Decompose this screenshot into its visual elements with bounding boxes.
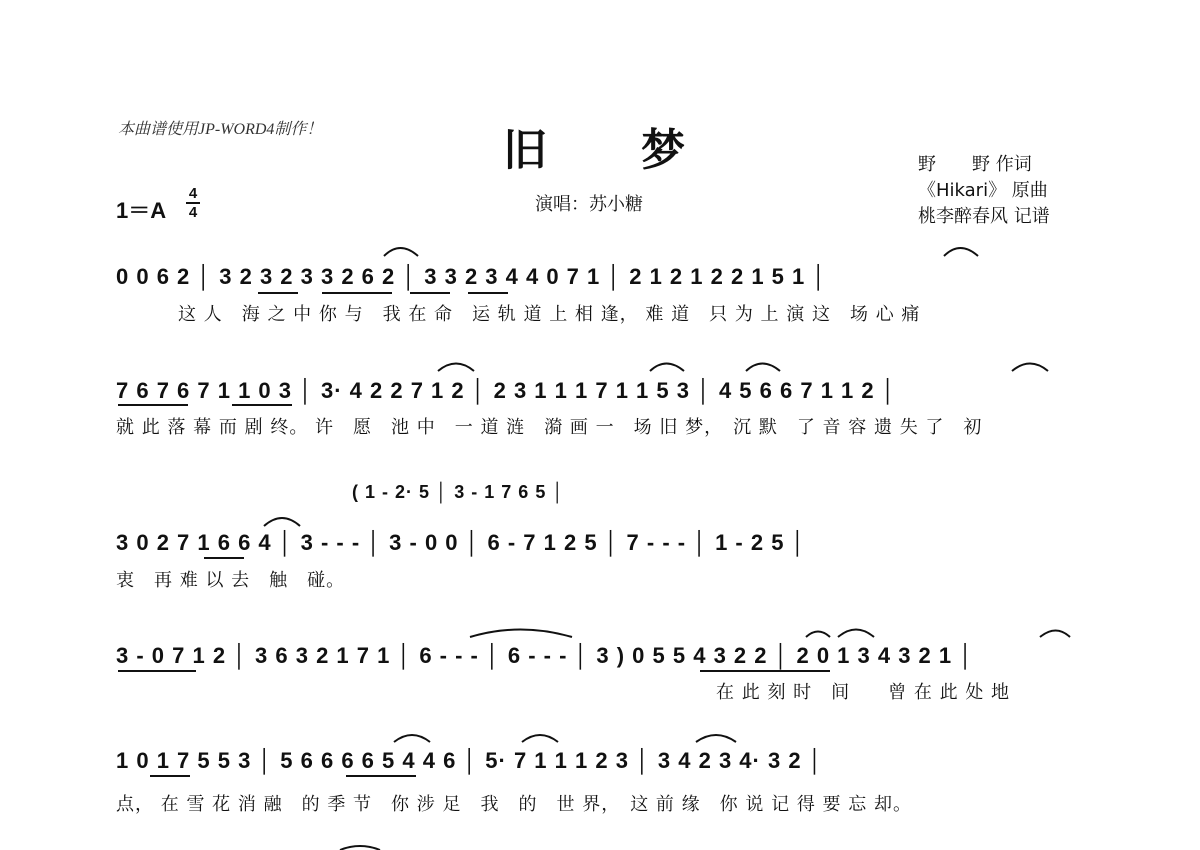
tie-arc — [264, 518, 300, 526]
score-line-1-notes: 0 0 6 2 │ 3 2 3 2 3 3 2 6 2 │ 3 3 2 3 4 4 0 7 1 │ 2 1 2 1 2 2 1 5 1 │ — [116, 264, 828, 289]
credit-note: 本曲谱使用JP-WORD4制作！ — [118, 121, 323, 138]
song-title: 旧 梦 — [503, 125, 687, 176]
transcriber-credit: 桃李醉春风 记谱 — [918, 206, 1050, 227]
singer-credit: 演唱：苏小糖 — [535, 194, 643, 215]
tie-arc — [650, 364, 684, 372]
tie-arc — [944, 248, 978, 256]
tie-arc — [1040, 631, 1070, 638]
score-line-5-notes: 1 0 1 7 5 5 3 │ 5 6 6 6 6 5 4 4 6 │ 5· 7 1 1 1 2 3 │ 3 4 2 3 4· 3 2 │ — [116, 748, 824, 773]
score-line-2-notes: 7 6 7 6 7 1 1 0 3 │ 3· 4 2 2 7 1 2 │ 2 3 1 1 1 7 1 1 5 3 │ 4 5 6 6 7 1 1 2 │ — [116, 378, 897, 403]
composer-credit: 《Hikari》 原曲 — [918, 180, 1048, 201]
score-line-2-lyrics: 就 此 落 幕 而 剧 终。 许 愿 池 中 一 道 涟 漪 画 一 场 旧 梦， 沉 默 了 音 容 遗 失 了 初 — [116, 417, 983, 438]
tie-arc — [806, 632, 830, 638]
tie-arc — [522, 735, 558, 742]
score-line-1-lyrics: 这 人 海 之 中 你 与 我 在 命 运 轨 道 上 相 逢， 难 道 只 为 上 演 这 场 心 痛 — [178, 304, 921, 325]
key-signature: 1＝A — [116, 198, 167, 223]
score-line-4-lyrics: 在 此 刻 时 间 曾 在 此 处 地 — [716, 682, 1011, 703]
tie-arc — [838, 630, 874, 638]
tie-arc — [746, 364, 780, 372]
tie-arc — [470, 630, 572, 638]
tie-arc — [1012, 364, 1048, 372]
tie-arc — [394, 735, 430, 742]
tie-arc — [438, 364, 474, 372]
tie-arc — [696, 735, 736, 742]
score-line-5-lyrics: 点， 在 雪 花 消 融 的 季 节 你 涉 足 我 的 世 界， 这 前 缘 你 说 记 得 要 忘 却。 — [116, 794, 912, 815]
score-line-4-notes: 3 - 0 7 1 2 │ 3 6 3 2 1 7 1 │ 6 - - - │ 6 - - - │ 3 ) 0 5 5 4 3 2 2 │ 2 0 1 3 4 3 2 1 │ — [116, 643, 974, 668]
tie-arc — [384, 248, 418, 256]
score-line-3-lyrics: 衷 再 难 以 去 触 碰。 — [116, 570, 346, 591]
score-line-3-intro-notes: ( 1 - 2· 5 │ 3 - 1 7 6 5 │ — [352, 482, 565, 502]
score-line-3-notes: 3 0 2 7 1 6 6 4 │ 3 - - - │ 3 - 0 0 │ 6 - 7 1 2 5 │ 7 - - - │ 1 - 2 5 │ — [116, 530, 807, 555]
tie-arc — [340, 846, 380, 850]
time-signature-top: 4 — [188, 185, 198, 202]
lyricist-credit: 野 野 作词 — [918, 154, 1032, 175]
time-signature-bottom: 4 — [188, 204, 198, 221]
